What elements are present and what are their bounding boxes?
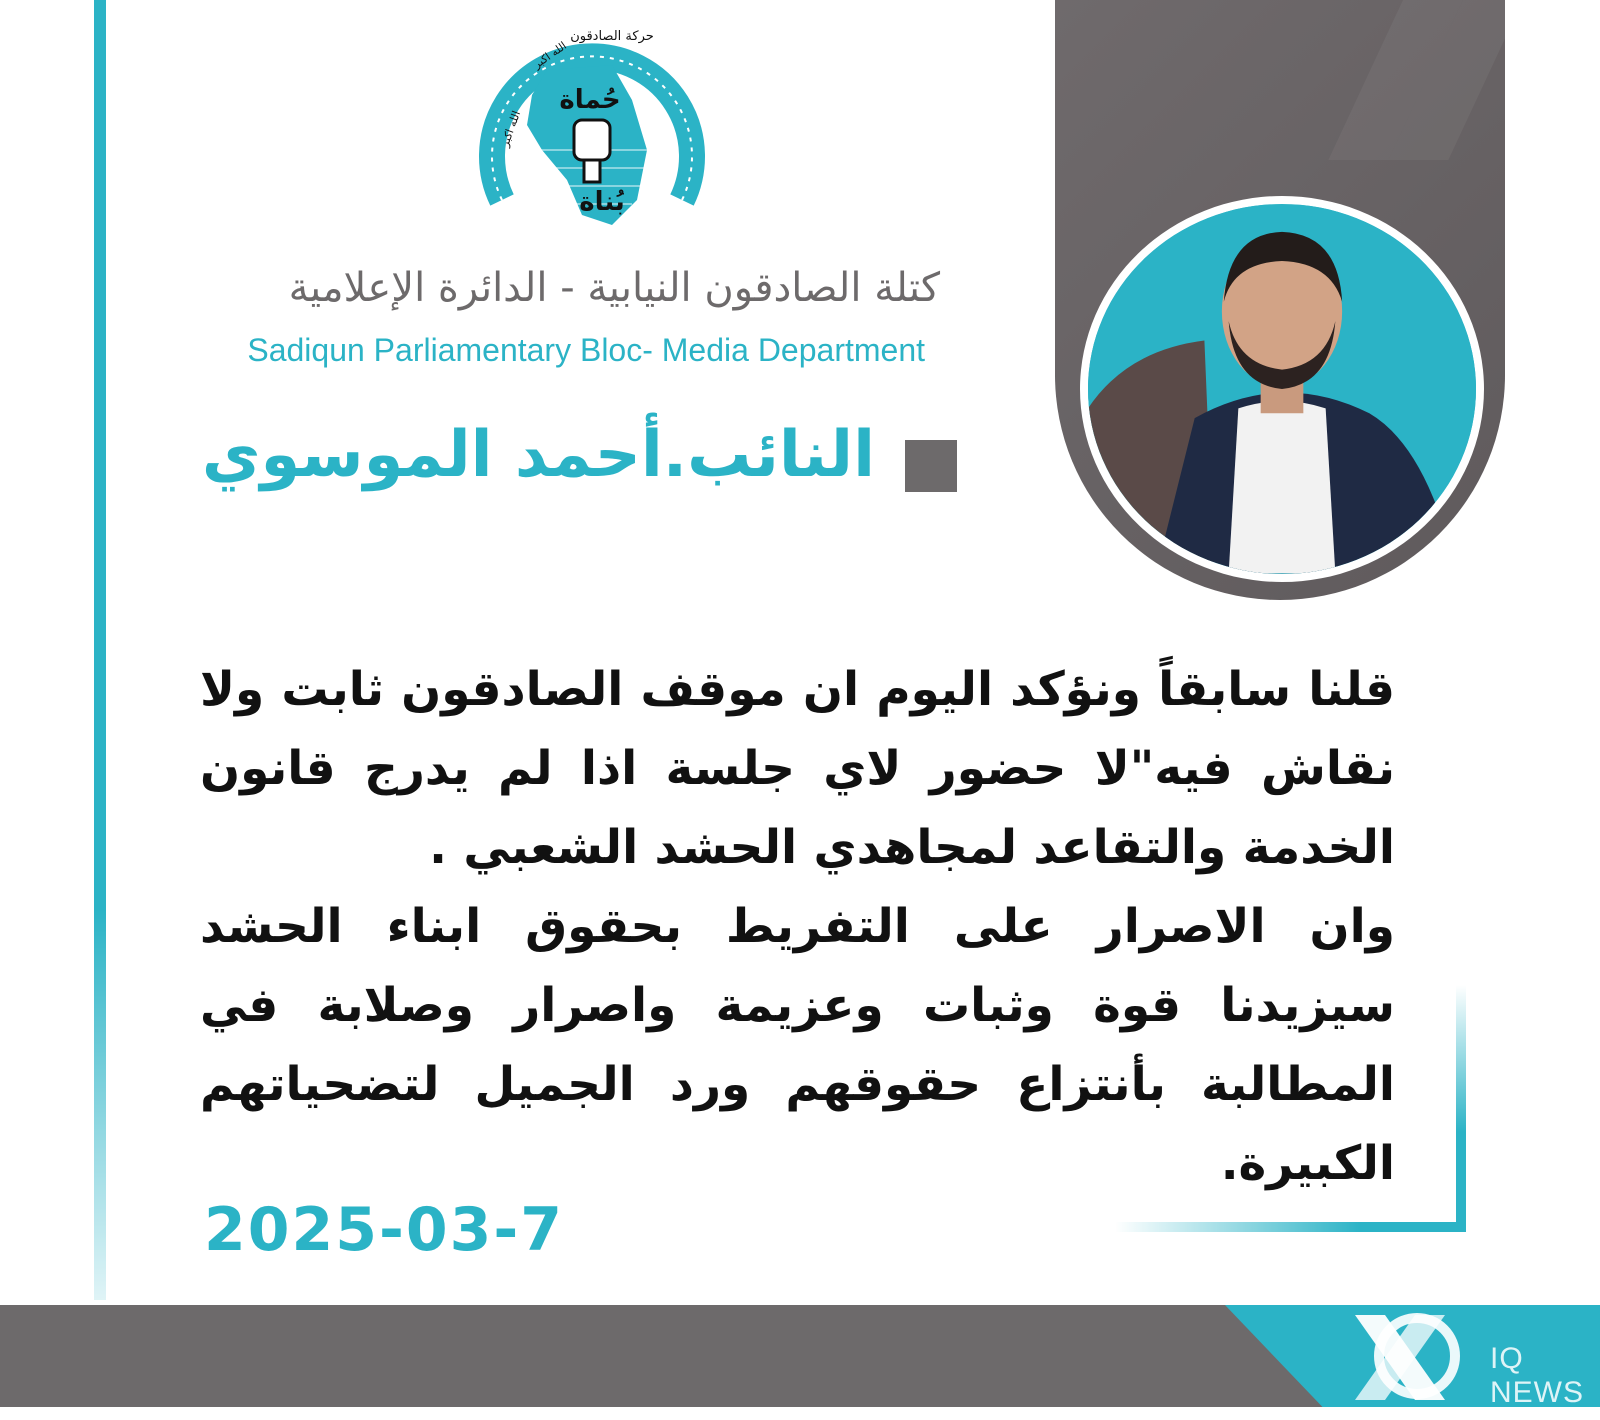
frame-bottom-line (1115, 1222, 1466, 1232)
logo-ring-text-left: الله اكبر (498, 109, 524, 149)
left-accent-bar (94, 0, 106, 1300)
frame-right-line (1456, 985, 1466, 1230)
speaker-name: النائب.أحمد الموسوي (201, 418, 875, 492)
post-date: 2025-03-7 (204, 1195, 565, 1265)
logo-ring-text-right: الله اكبر (531, 39, 569, 72)
logo-word-bottom: بُناة (579, 187, 625, 217)
iq-news-logo-icon (1345, 1305, 1475, 1407)
speaker-photo (1080, 196, 1484, 582)
org-name-english: Sadiqun Parliamentary Bloc- Media Department (247, 332, 925, 368)
party-logo (472, 10, 712, 250)
logo-word-top: حُماة (559, 85, 621, 115)
statement-text (200, 650, 1395, 1203)
statement-paragraph-1: قلنا سابقاً ونؤكد اليوم ان موقف الصادقون ثابت ولا نقاش فيه"لا حضور لاي جلسة اذا لم يدرج قانون الخدمة والتقاعد لمجاهدي الحشد الشعبي . (200, 662, 1395, 875)
statement-paragraph-2: وان الاصرار على التفريط بحقوق ابناء الحشد سيزيدنا قوة وثبات وعزيمة واصرار وصلابة في المطالبة بأنتزاع حقوقهم ورد الجميل لتضحياتهم الكبيرة. (200, 899, 1395, 1191)
org-name-arabic: كتلة الصادقون النيابية - الدائرة الإعلامية (288, 265, 940, 311)
name-marker-square (905, 440, 957, 492)
logo-ring-text-top: حركة الصادقون (570, 29, 654, 44)
footer-brand: IQ NEWS (1490, 1342, 1584, 1409)
